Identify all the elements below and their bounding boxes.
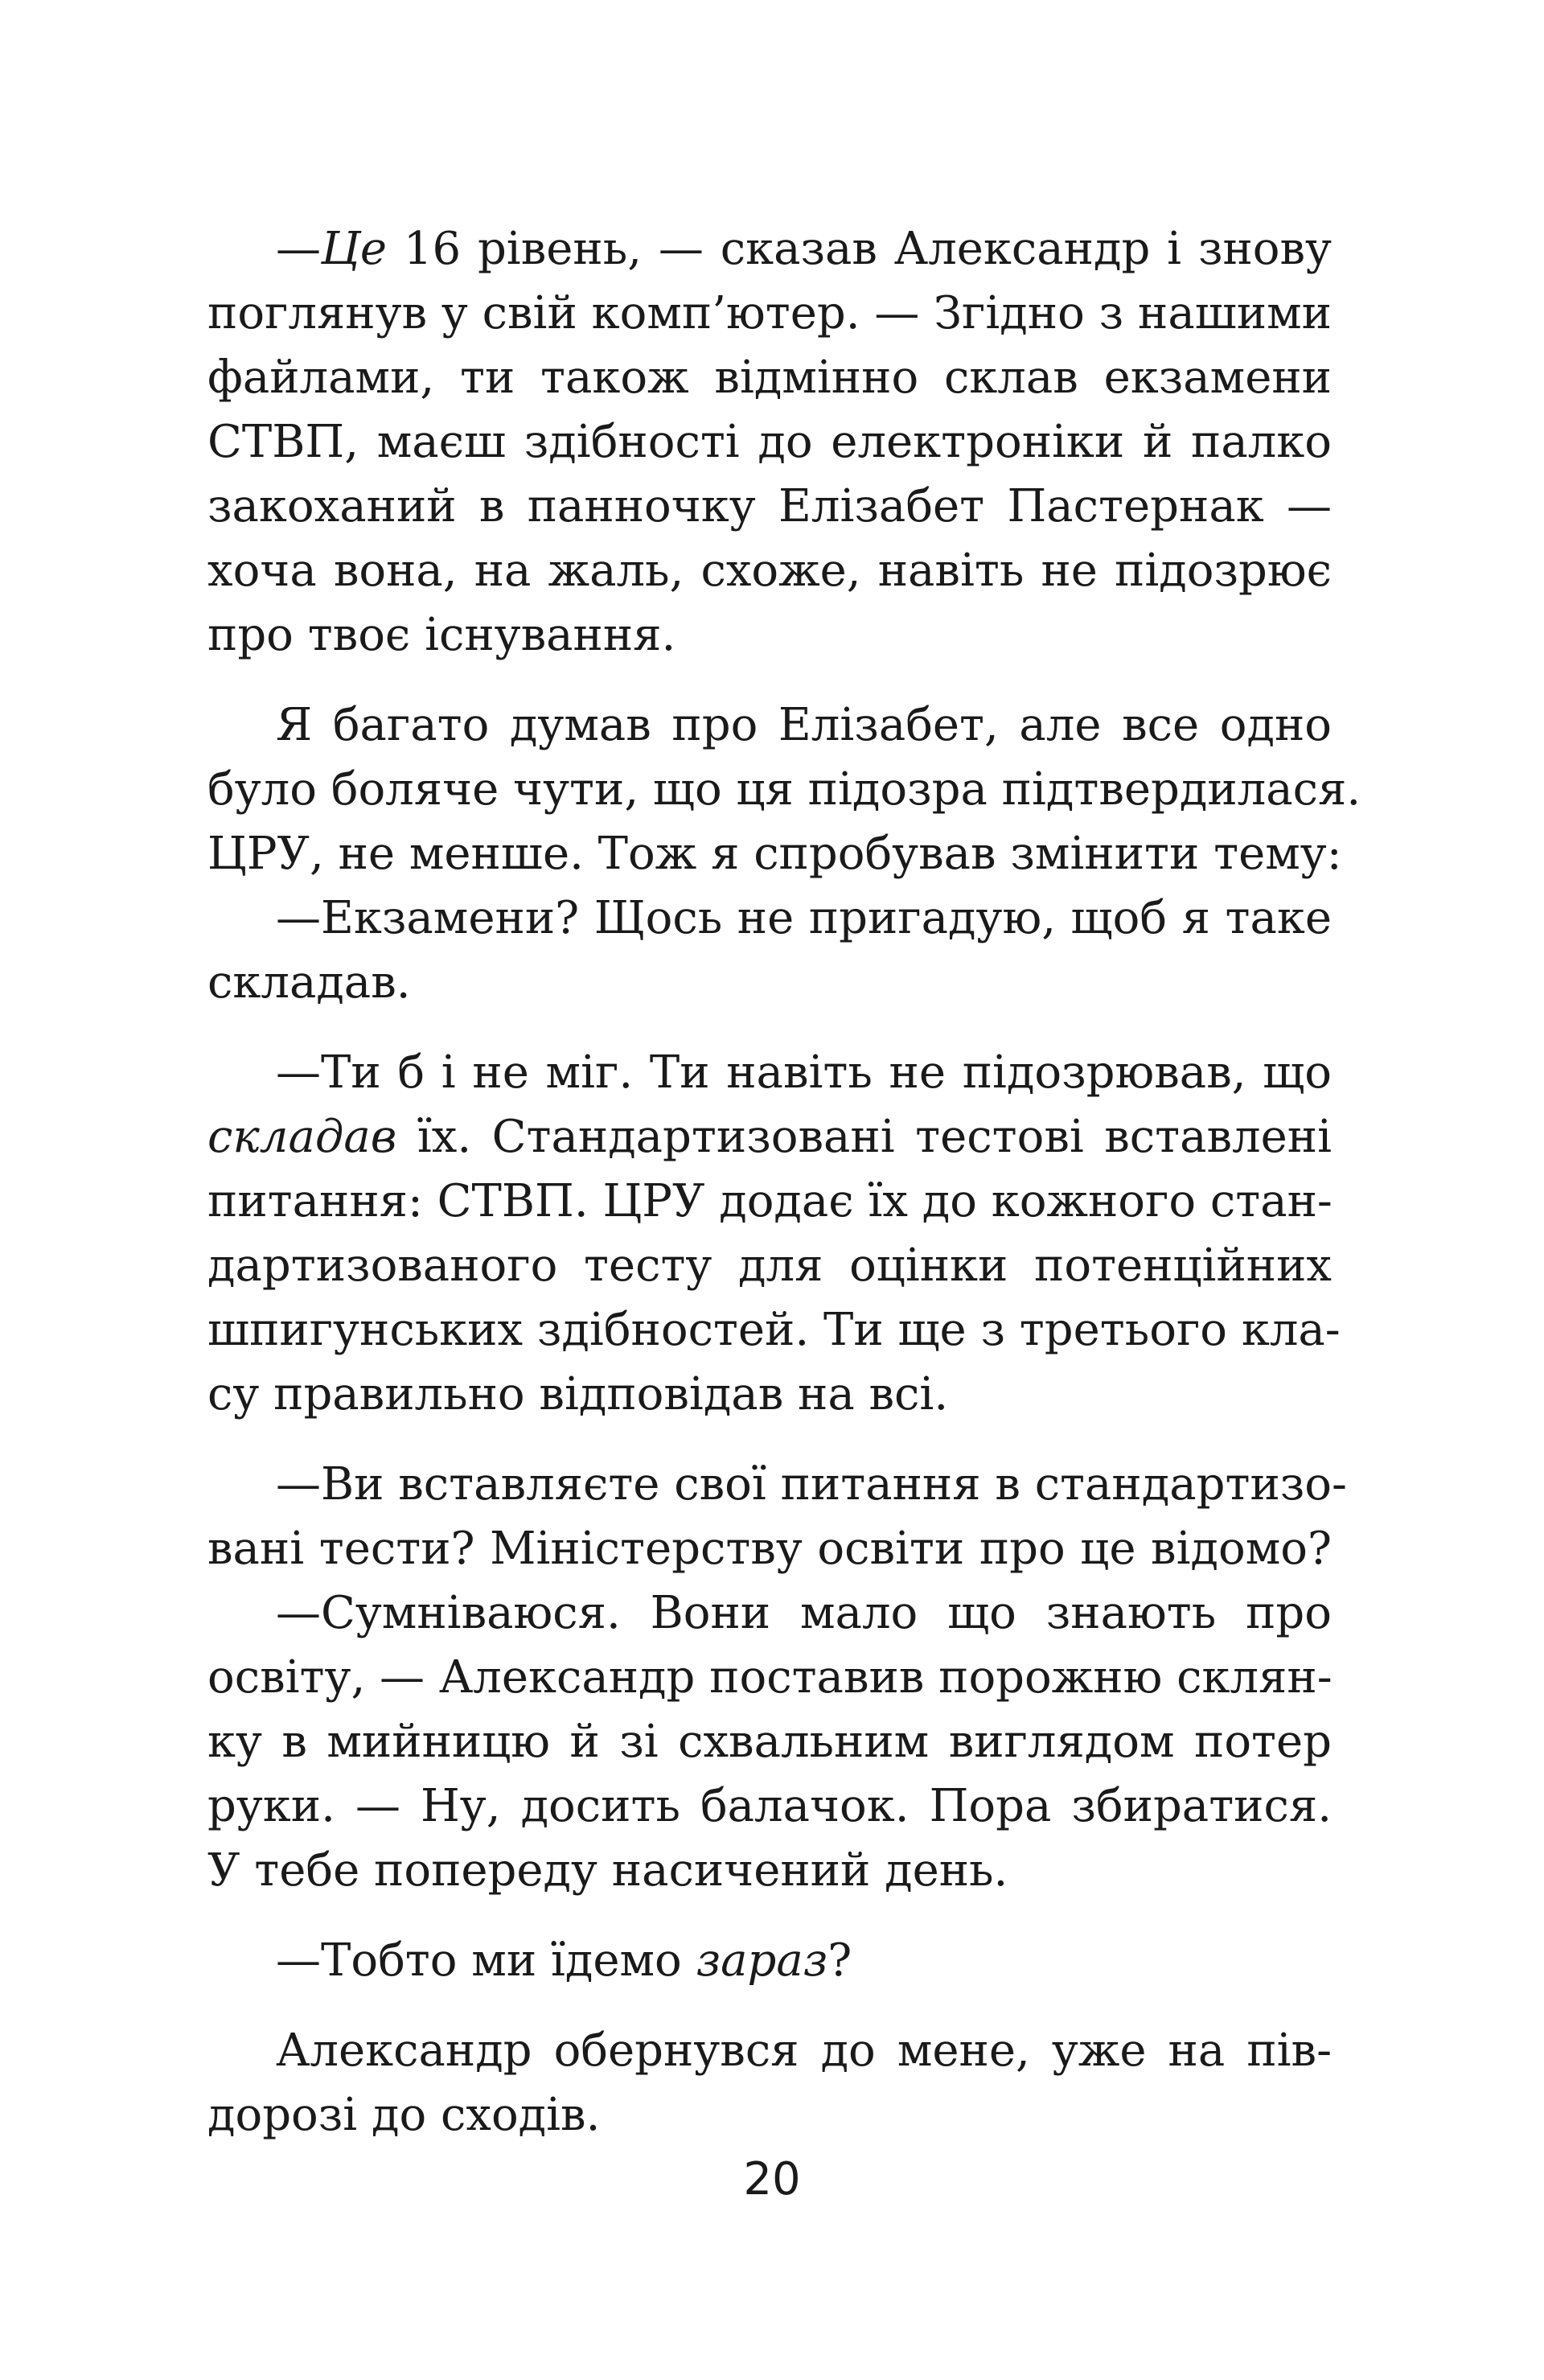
- text-line: [207, 822, 1342, 886]
- body-text: [207, 217, 1361, 2148]
- text-segment: закоханий в панночку Елізабет Пастернак —: [207, 480, 1332, 532]
- text-line: [207, 951, 1332, 1015]
- text-segment: —: [276, 223, 321, 275]
- text-line: [207, 1710, 1332, 1774]
- text-segment: питання: СТВП. ЦРУ додає їх до кожного стан-: [207, 1175, 1333, 1227]
- text-line: [207, 1929, 1332, 1993]
- text-line: [207, 410, 1332, 475]
- text-segment: про твоє існування.: [207, 609, 676, 661]
- text-segment: дартизованого тесту для оцінки потенційних: [207, 1239, 1332, 1292]
- text-segment: файлами, ти також відмінно склав екзамени: [207, 351, 1332, 404]
- text-line: [207, 475, 1332, 539]
- text-line: [207, 1453, 1347, 1517]
- text-line: [207, 539, 1332, 603]
- text-line: [207, 1041, 1332, 1105]
- text-segment: ку в мийницю й зі схвальним виглядом потер: [207, 1716, 1332, 1768]
- text-segment: —Тобто ми їдемо: [276, 1934, 696, 1987]
- text-line: [207, 1839, 1332, 1903]
- text-line: [207, 282, 1332, 346]
- text-line: [207, 217, 1332, 282]
- text-segment: вані тести? Міністерству освіти про це відомо?: [207, 1523, 1332, 1575]
- text-segment: ЦРУ, не менше. Тож я спробував змінити тему:: [207, 828, 1342, 880]
- text-segment: —Екзамени? Щось не пригадую, щоб я таке: [276, 892, 1332, 944]
- text-segment-italic: зараз: [696, 1934, 828, 1987]
- text-line: [207, 1581, 1332, 1646]
- text-segment: У тебе попереду насичений день.: [207, 1844, 1008, 1897]
- text-segment: шпигунських здібностей. Ти ще з третього кла-: [207, 1304, 1341, 1356]
- text-segment: поглянув у свій комп’ютер. — Згідно з нашими: [207, 287, 1332, 339]
- text-segment: освіту, — Александр поставив порожню склян-: [207, 1651, 1333, 1704]
- text-line: [207, 603, 1332, 668]
- text-line: [207, 2083, 1332, 2148]
- text-segment: складав.: [207, 956, 411, 1009]
- text-segment: Я багато думав про Елізабет, але все одно: [276, 699, 1332, 751]
- text-line: [207, 1646, 1332, 1710]
- text-line: [207, 2019, 1332, 2083]
- text-segment: —Сумніваюся. Вони мало що знають про: [276, 1587, 1332, 1639]
- text-segment: Александр обернувся до мене, уже на пів-: [276, 2024, 1332, 2077]
- text-segment: було боляче чути, що ця підозра підтвердилася.: [207, 763, 1361, 816]
- text-segment: дорозі до сходів.: [207, 2089, 601, 2141]
- text-segment: руки. — Ну, досить балачок. Пора збиратися.: [207, 1780, 1332, 1832]
- text-segment: СТВП, маєш здібності до електроніки й палко: [207, 416, 1332, 468]
- text-segment: їх. Стандартизовані тестові вставлені: [396, 1111, 1332, 1163]
- text-line: [207, 1298, 1341, 1363]
- text-segment-italic: Це: [321, 223, 387, 275]
- text-line: [207, 758, 1361, 822]
- text-line: [207, 886, 1332, 951]
- text-segment: ?: [827, 1934, 852, 1987]
- page-number: 20: [743, 2153, 801, 2205]
- text-segment: —Ви вставляєте свої питання в стандартизо-: [276, 1458, 1347, 1511]
- text-line: [207, 1517, 1332, 1581]
- text-segment: 16 рівень, — сказав Александр і знову: [386, 223, 1332, 275]
- text-segment: —Ти б і не міг. Ти навіть не підозрював, що: [276, 1046, 1332, 1099]
- text-line: [207, 1105, 1332, 1169]
- text-line: [207, 1234, 1332, 1298]
- text-line: [207, 693, 1332, 758]
- text-line: [207, 1774, 1332, 1839]
- text-segment-italic: складав: [207, 1111, 397, 1163]
- text-segment: хоча вона, на жаль, схоже, навіть не підозрює: [207, 545, 1332, 597]
- text-line: [207, 346, 1332, 410]
- text-segment: су правильно відповідав на всі.: [207, 1368, 949, 1420]
- text-line: [207, 1363, 1332, 1427]
- text-line: [207, 1169, 1332, 1234]
